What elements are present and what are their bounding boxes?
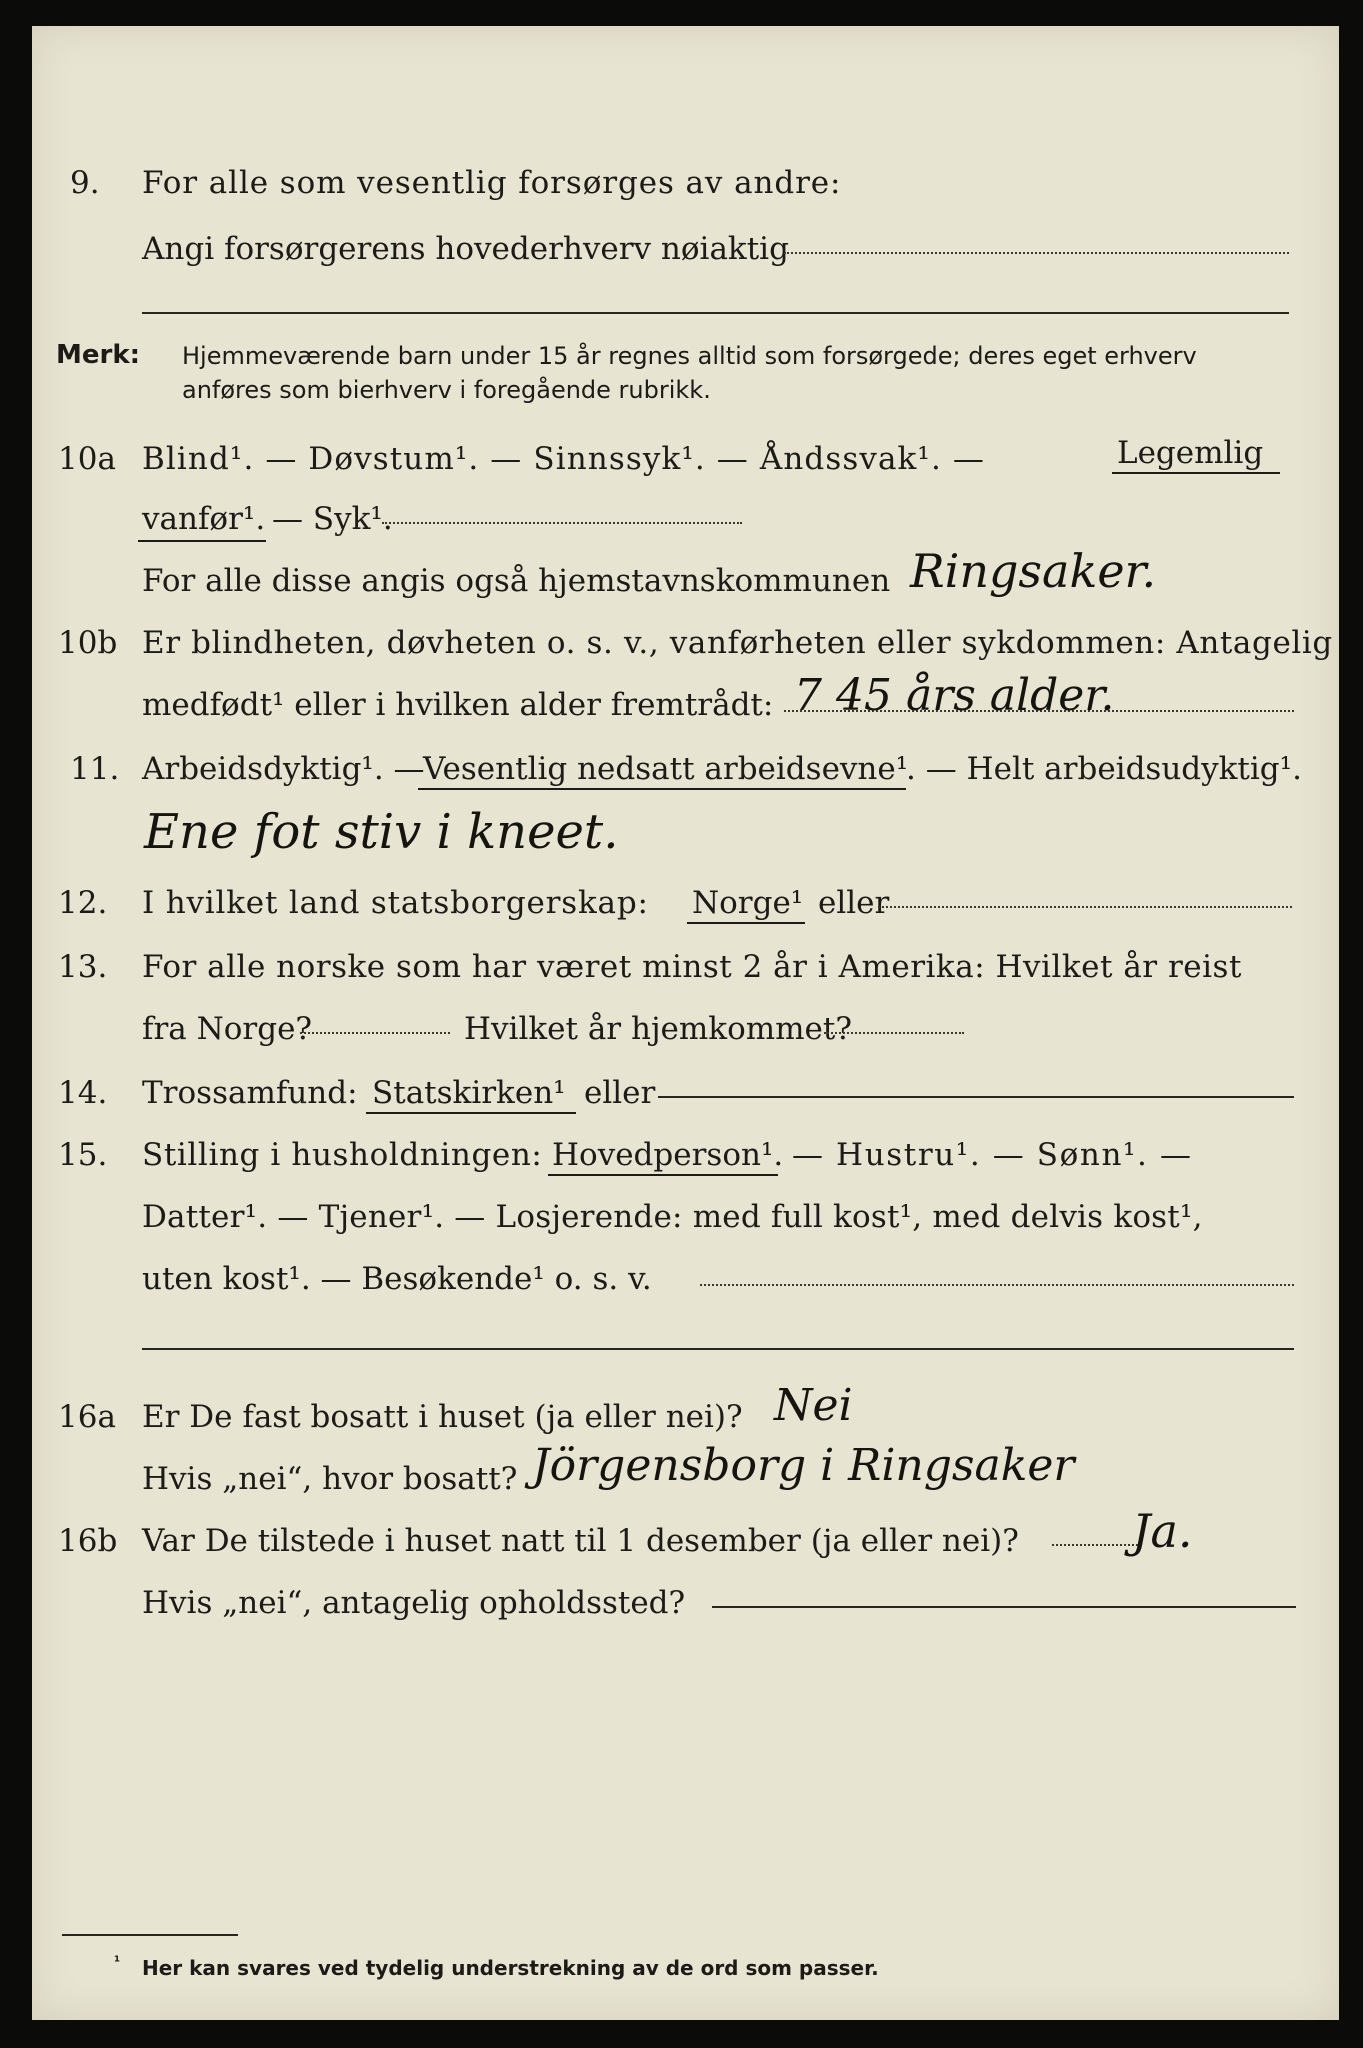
q16a-answer1-handwriting: Nei	[774, 1380, 853, 1431]
q16b-line1: Var De tilstede i huset natt til 1 desember (ja eller nei)?	[142, 1523, 1019, 1559]
q16b-answer1-handwriting: Ja.	[1132, 1504, 1193, 1558]
q10a-vanfor-underline	[138, 540, 266, 542]
q14-before: Trossamfund:	[142, 1075, 358, 1111]
q9-line1: For alle som vesentlig forsørges av andre:	[142, 165, 842, 201]
q14-after: eller	[584, 1075, 656, 1111]
q10a-legemlig: Legemlig	[1117, 435, 1264, 471]
q12-underlined: Norge¹	[692, 885, 804, 921]
q10a-syk: — Syk¹.	[272, 501, 393, 537]
q16b-number: 16b	[58, 1523, 118, 1559]
q11-underline	[418, 788, 906, 790]
q11-after: . — Helt arbeidsudyktig¹.	[906, 751, 1302, 787]
q10b-number: 10b	[58, 625, 118, 661]
q9-blank-line	[142, 312, 1289, 314]
q16a-number: 16a	[58, 1399, 116, 1435]
q13-line2a: fra Norge?	[142, 1011, 313, 1047]
merk-line1: Hjemmeværende barn under 15 år regnes alltid som forsørgede; deres eget erhverv	[182, 342, 1197, 370]
q13-number: 13.	[58, 949, 108, 985]
q16b-line2: Hvis „nei“, antagelig opholdssted?	[142, 1585, 686, 1621]
q16b-answer2-line	[712, 1606, 1296, 1608]
q12-after: eller	[818, 885, 890, 921]
q15-line2: Datter¹. — Tjener¹. — Losjerende: med full kost¹, med delvis kost¹,	[142, 1199, 1203, 1235]
q12-answer-line	[878, 906, 1292, 908]
q15-line3: uten kost¹. — Besøkende¹ o. s. v.	[142, 1261, 652, 1297]
q12-before: I hvilket land statsborgerskap:	[142, 885, 649, 921]
q15-underline	[548, 1174, 778, 1176]
q15-underlined: Hovedperson¹.	[552, 1137, 784, 1173]
footnote-mark: ¹	[114, 1954, 121, 1970]
footnote-rule	[62, 1934, 238, 1936]
q15-answer-line	[700, 1284, 1294, 1286]
q11-number: 11.	[70, 751, 120, 787]
q13-line2b: Hvilket år hjemkommet?	[464, 1011, 852, 1047]
q10a-line1: Blind¹. — Døvstum¹. — Sinnssyk¹. — Åndssvak¹. —	[142, 441, 985, 477]
q10a-answer-handwriting: Ringsaker.	[910, 544, 1157, 598]
q13-reist-line	[300, 1032, 450, 1034]
q15-before: Stilling i husholdningen:	[142, 1137, 543, 1173]
q16a-line1: Er De fast bosatt i huset (ja eller nei)?	[142, 1399, 743, 1435]
q16a-answer2-handwriting: Jörgensborg i Ringsaker	[532, 1440, 1075, 1491]
q11-answer-handwriting: Ene fot stiv i kneet.	[144, 804, 619, 860]
q15-number: 15.	[58, 1137, 108, 1173]
q14-underlined: Statskirken¹	[372, 1075, 566, 1111]
q10b-line1: Er blindheten, døvheten o. s. v., vanførheten eller sykdommen: Antagelig	[142, 625, 1333, 661]
q15-line1-after: — Hustru¹. — Sønn¹. —	[792, 1137, 1193, 1173]
q13-hjemkommet-line	[824, 1032, 964, 1034]
census-form-page	[32, 26, 1339, 2020]
footnote-text: Her kan svares ved tydelig understrekning av de ord som passer.	[142, 1956, 879, 1980]
q10a-vanfor: vanfør¹.	[142, 501, 266, 537]
q9-line2: Angi forsørgerens hovederhverv nøiaktig	[142, 231, 789, 267]
merk-label: Merk:	[56, 340, 141, 370]
q10b-answer-handwriting: 7 45 års alder.	[794, 670, 1115, 721]
q10a-legemlig-underline	[1112, 472, 1280, 474]
q10b-line2: medfødt¹ eller i hvilken alder fremtrådt:	[142, 687, 774, 723]
q10a-line3: For alle disse angis også hjemstavnskommunen	[142, 563, 891, 599]
q14-underline	[366, 1112, 576, 1114]
q11-before: Arbeidsdyktig¹. —	[142, 751, 425, 787]
merk-line2: anføres som bierhverv i foregående rubrikk.	[182, 376, 711, 404]
q11-underlined: Vesentlig nedsatt arbeidsevne¹	[423, 751, 909, 787]
q16a-line2: Hvis „nei“, hvor bosatt?	[142, 1461, 518, 1497]
q12-number: 12.	[58, 885, 108, 921]
q10a-syk-line	[382, 522, 742, 524]
q9-answer-line	[784, 252, 1289, 254]
q9-number: 9.	[70, 165, 100, 201]
q15-blank-line	[142, 1348, 1294, 1350]
q13-line1: For alle norske som har været minst 2 år i Amerika: Hvilket år reist	[142, 949, 1242, 985]
q14-number: 14.	[58, 1075, 108, 1111]
q12-underline	[687, 922, 805, 924]
q14-answer-line	[658, 1096, 1294, 1098]
q16b-answer1-line	[1052, 1544, 1142, 1546]
q10a-number: 10a	[58, 441, 116, 477]
